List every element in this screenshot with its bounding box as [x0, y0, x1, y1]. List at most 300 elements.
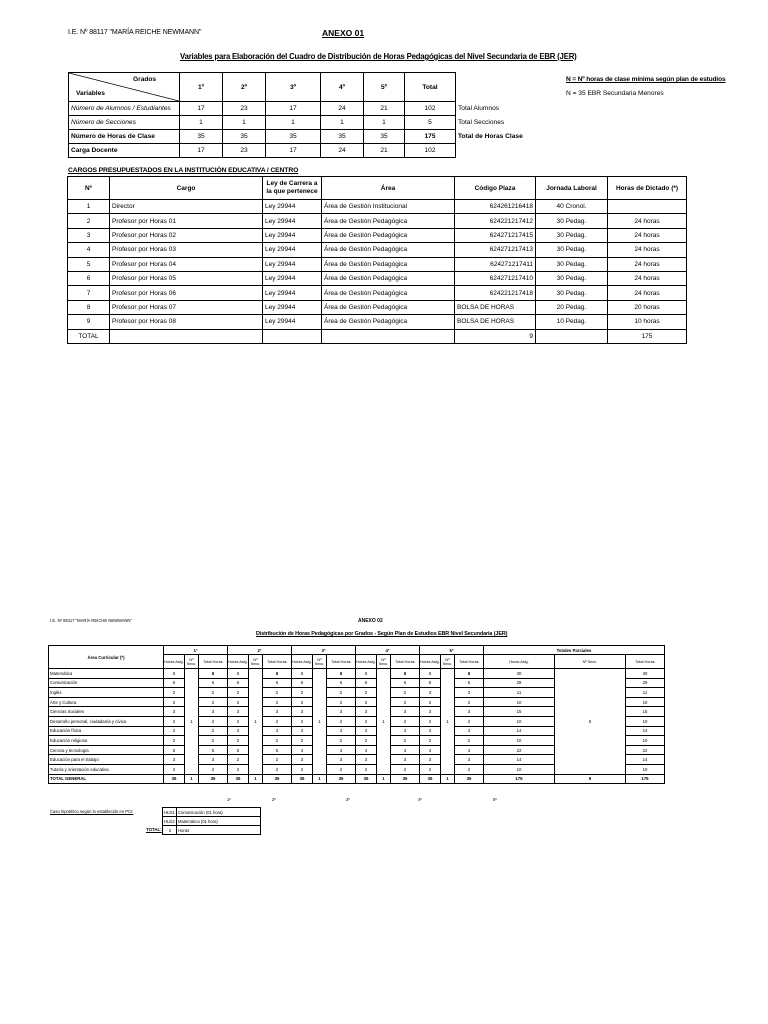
table-cell: 3 [292, 755, 313, 765]
table-cell: 2 [420, 736, 441, 746]
table-cell: 4 [391, 745, 420, 755]
table-cell: 2 [327, 764, 356, 774]
col-header: Horas de Dictado (*) [608, 177, 687, 200]
sections-cell: 1 [185, 669, 199, 775]
table-cell: 22 [626, 745, 665, 755]
table-cell: 5 [455, 678, 484, 688]
table-cell: 3 [199, 755, 228, 765]
table-cell: 2 [199, 726, 228, 736]
cell: 17 [266, 144, 321, 158]
table-cell: Profesor por Horas 04 [110, 257, 263, 271]
table-cell: 2 [356, 697, 377, 707]
table-cell: 5 [199, 745, 228, 755]
table-cell: Profesor por Horas 06 [110, 286, 263, 300]
area-name: Inglés [49, 688, 164, 698]
table-cell: Ley 29944 [263, 228, 322, 242]
cell: 35 [266, 130, 321, 144]
annex-title-2: Distribución de Horas Pedagógicas por Grados - Según Plan de Estudios EBR Nivel Secundaria (JER) [256, 631, 508, 637]
table-row [68, 257, 687, 271]
table-cell: BOLSA DE HORAS [455, 315, 536, 329]
table-cell: Profesor por Horas 01 [110, 214, 263, 228]
table-cell: Profesor por Horas 07 [110, 300, 263, 314]
table-cell: 6 [391, 678, 420, 688]
sub-header: Total Horas [626, 655, 665, 669]
table-cell: 2 [199, 764, 228, 774]
table-cell: 6 [292, 669, 313, 679]
cell: 21 [364, 144, 405, 158]
sub-header: Nº Secc. [313, 655, 327, 669]
table-cell: 3 [164, 707, 185, 717]
table-cell: 2 [199, 688, 228, 698]
cell: 1 [321, 116, 364, 130]
table-cell: 6 [455, 669, 484, 679]
table-cell: 624271217410 [455, 271, 536, 285]
table-cell: 2 [391, 736, 420, 746]
table-cell: Profesor por Horas 08 [110, 315, 263, 329]
table-cell: 2 [228, 697, 249, 707]
table-cell: Área de Gestión Pedagógica [322, 228, 455, 242]
table-cell: 30 [626, 669, 665, 679]
table-cell: 3 [420, 688, 441, 698]
total-cell: 35 [455, 774, 484, 784]
table-cell: 2 [356, 764, 377, 774]
table-cell: 4 [68, 243, 110, 257]
table-cell: 14 [484, 755, 555, 765]
sections-cell: 1 [249, 669, 263, 775]
table-cell: 4 [292, 745, 313, 755]
table-cell: Área de Gestión Pedagógica [322, 257, 455, 271]
sub-header: Nº Secc. [377, 655, 391, 669]
table-row [68, 315, 687, 329]
table-cell: 10 [484, 736, 555, 746]
table-cell: Profesor por Horas 03 [110, 243, 263, 257]
table-cell: 2 [164, 697, 185, 707]
table-cell: 30 Pedag. [536, 228, 608, 242]
table-cell: 6 [164, 678, 185, 688]
table-cell: 2 [356, 736, 377, 746]
row-note: Total de Horas Clase [458, 133, 523, 140]
sections-cell: 1 [313, 669, 327, 775]
table-cell: Área de Gestión Pedagógica [322, 271, 455, 285]
table-cell: BOLSA DE HORAS [455, 300, 536, 314]
grade-header: 1º [180, 73, 223, 102]
sections-cell: 1 [441, 669, 455, 775]
table-cell: 5 [263, 745, 292, 755]
table-cell: 2 [199, 736, 228, 746]
n-note: N = Nº horas de clase mínima según plan de estudios [566, 76, 726, 83]
table-cell: 20 horas [608, 300, 687, 314]
table-cell: 3 [356, 755, 377, 765]
hld-code: HLD2 [164, 818, 175, 824]
total-label-2: TOTAL: [146, 827, 162, 832]
table-cell: 4 [327, 745, 356, 755]
table-cell: Área de Gestión Pedagógica [322, 315, 455, 329]
table-cell: 14 [484, 726, 555, 736]
table-cell: 2 [68, 214, 110, 228]
table-cell: 3 [228, 726, 249, 736]
total-cell: 35 [263, 774, 292, 784]
sub-header: Horas Asig. [356, 655, 377, 669]
table-cell: 8 [68, 300, 110, 314]
table-cell: 6 [356, 669, 377, 679]
table-cell: 24 horas [608, 257, 687, 271]
total-header: Total [405, 73, 456, 102]
table-cell: 2 [455, 736, 484, 746]
cell: 17 [180, 102, 223, 116]
area-name: Educación religiosa [49, 736, 164, 746]
n-value: N = 35 EBR Secundaria Menores [566, 90, 664, 97]
grade-footer: 5º [493, 797, 497, 802]
grade-footer: 1º [227, 797, 231, 802]
table-cell: 11 [484, 688, 555, 698]
table-cell: 624271217411 [455, 257, 536, 271]
table-cell: 2 [263, 688, 292, 698]
table-cell: 2 [455, 764, 484, 774]
col-header: Jornada Laboral [536, 177, 608, 200]
sub-header: Horas Asig. [292, 655, 313, 669]
table-cell: 2 [327, 716, 356, 726]
table-row [68, 200, 687, 214]
sub-header: Total Horas [199, 655, 228, 669]
grade-header: 3º [266, 73, 321, 102]
row-label: Carga Docente [69, 144, 180, 158]
table-cell: 3 [420, 755, 441, 765]
table-cell: 6 [420, 669, 441, 679]
table-cell: 2 [455, 697, 484, 707]
hld-code: HLD1 [164, 809, 175, 815]
col-header: Ley de Carrera a la que pertenece [263, 177, 322, 200]
cell: 35 [364, 130, 405, 144]
grade-header: 3º [292, 646, 356, 655]
table-cell: 2 [164, 688, 185, 698]
table-cell: 2 [420, 764, 441, 774]
table-cell: 6 [292, 678, 313, 688]
table-row [69, 102, 549, 116]
table-cell: Área de Gestión Pedagógica [322, 300, 455, 314]
sub-header: Total Horas [455, 655, 484, 669]
cell: 24 [321, 144, 364, 158]
table-cell: 3 [68, 228, 110, 242]
total-cell: 1 [377, 774, 391, 784]
row-label: Número de Secciones [69, 116, 180, 130]
table-cell: 2 [327, 736, 356, 746]
table-cell: 6 [327, 669, 356, 679]
cargos-table [67, 176, 687, 344]
grade-header: 2º [228, 646, 292, 655]
grade-header: 4º [321, 73, 364, 102]
cell: 35 [321, 130, 364, 144]
table-cell: 30 Pedag. [536, 243, 608, 257]
cell: 21 [364, 102, 405, 116]
table-row [49, 669, 665, 679]
total-count: 9 [455, 329, 536, 343]
table-cell: 10 [484, 716, 555, 726]
area-header: Área Curricular (*) [49, 646, 164, 669]
sub-header: Nº Secc. [249, 655, 263, 669]
cell: 24 [321, 102, 364, 116]
sections-total-cell: 5 [555, 669, 626, 775]
table-cell: 624271217413 [455, 243, 536, 257]
table-cell: 2 [391, 716, 420, 726]
table-cell: Área de Gestión Pedagógica [322, 243, 455, 257]
cell: 1 [266, 116, 321, 130]
table-cell: 10 horas [608, 315, 687, 329]
table-row [68, 214, 687, 228]
total-cell: 35 [327, 774, 356, 784]
table-cell: 2 [164, 764, 185, 774]
table-cell: 2 [263, 764, 292, 774]
table-cell: 1 [68, 200, 110, 214]
cell: 175 [405, 130, 456, 144]
area-name: Ciencias Sociales [49, 707, 164, 717]
col-header: Nº [68, 177, 110, 200]
table-cell: 10 [626, 697, 665, 707]
table-cell: 2 [356, 716, 377, 726]
table-cell: 3 [263, 726, 292, 736]
col-header: Código Plaza [455, 177, 536, 200]
table-cell: 2 [292, 716, 313, 726]
school-name: I.E. Nº 88117 "MARÍA REICHE NEWMANN" [68, 29, 202, 36]
table-cell: 6 [263, 678, 292, 688]
table-cell: Ley 29944 [263, 271, 322, 285]
area-name: Matemática [49, 669, 164, 679]
cell: 1 [223, 116, 266, 130]
total-hours: 175 [608, 329, 687, 343]
table-cell: Área de Gestión Pedagógica [322, 214, 455, 228]
grade-header: 5º [420, 646, 484, 655]
total-row [68, 329, 687, 343]
table-cell: 14 [626, 726, 665, 736]
distribution-table [48, 645, 665, 784]
cell: 5 [405, 116, 456, 130]
sub-header: Total Horas [263, 655, 292, 669]
table-row [69, 116, 549, 130]
total-cell: 175 [484, 774, 555, 784]
table-cell: 3 [420, 726, 441, 736]
table-cell: 2 [292, 764, 313, 774]
table-cell: 10 [626, 716, 665, 726]
table-cell: 4 [455, 745, 484, 755]
area-name: Tutoría y orientación educativa [49, 764, 164, 774]
caso-label: Caso hipotético según lo establecido en PCI: [50, 809, 134, 814]
total-cell: 1 [313, 774, 327, 784]
table-cell: 20 Pedag. [536, 300, 608, 314]
total-cell: 1 [249, 774, 263, 784]
table-cell: 2 [228, 736, 249, 746]
total-row [49, 774, 665, 784]
table-cell: 2 [263, 736, 292, 746]
table-cell: 11 [626, 688, 665, 698]
table-cell: 10 Pedag. [536, 315, 608, 329]
table-cell: 5 [420, 678, 441, 688]
table-cell: 6 [327, 678, 356, 688]
variables-label: Variables [76, 90, 105, 97]
table-cell: 2 [263, 716, 292, 726]
table-cell: 624221217418 [455, 286, 536, 300]
total-label: TOTAL [68, 329, 110, 343]
totals-header: Totales Parciales [484, 646, 665, 655]
total-cell: 35 [228, 774, 249, 784]
table-cell: 29 [484, 678, 555, 688]
cell: 23 [223, 144, 266, 158]
cell: 102 [405, 102, 456, 116]
table-cell [608, 200, 687, 214]
table-cell: 5 [228, 745, 249, 755]
table-row [68, 243, 687, 257]
table-cell: 22 [484, 745, 555, 755]
table-cell: 3 [228, 707, 249, 717]
sub-header: Nº Secc. [441, 655, 455, 669]
row-note [456, 144, 549, 158]
table-cell: 624261216418 [455, 200, 536, 214]
table-cell: 2 [228, 764, 249, 774]
total-cell: 35 [356, 774, 377, 784]
table-cell: 2 [420, 697, 441, 707]
table-row [68, 271, 687, 285]
table-cell: Área de Gestión Institucional [322, 200, 455, 214]
total-cell: 1 [185, 774, 199, 784]
table-cell: 3 [292, 707, 313, 717]
table-cell: 15 [484, 707, 555, 717]
col-header: Cargo [110, 177, 263, 200]
grade-footer: 2º [272, 797, 276, 802]
cell: 35 [223, 130, 266, 144]
table-cell: 3 [292, 726, 313, 736]
table-cell: 6 [263, 669, 292, 679]
diagonal-header-cell [69, 73, 180, 102]
cell: 1 [180, 116, 223, 130]
table-cell: 3 [164, 755, 185, 765]
sub-header: Horas Asig. [420, 655, 441, 669]
table-cell: 5 [164, 745, 185, 755]
table-cell: 10 [626, 736, 665, 746]
table-cell: Ley 29944 [263, 243, 322, 257]
sub-header: Total Horas [327, 655, 356, 669]
cell: 17 [266, 102, 321, 116]
table-cell: 2 [292, 697, 313, 707]
area-name: Educación física [49, 726, 164, 736]
table-cell: 6 [228, 678, 249, 688]
table-cell: Ley 29944 [263, 257, 322, 271]
sub-header: Horas Asig. [164, 655, 185, 669]
grades-label: Grados [133, 76, 157, 83]
table-cell: 2 [228, 688, 249, 698]
table-cell: 2 [356, 688, 377, 698]
grade-footer: 4º [418, 797, 422, 802]
row-label: Número de Alumnos / Estudiantes [69, 102, 180, 116]
table-cell: 2 [391, 764, 420, 774]
table-cell: 40 Cronol. [536, 200, 608, 214]
table-cell: 24 horas [608, 214, 687, 228]
table-cell: 2 [420, 716, 441, 726]
table-cell: Ley 29944 [263, 300, 322, 314]
area-name: Arte y Cultura [49, 697, 164, 707]
school-name-2: I.E. Nº 88117 "MARÍA REICHE NEWMANN" [50, 618, 132, 623]
table-cell: 3 [356, 707, 377, 717]
area-name: Ciencia y tecnología [49, 745, 164, 755]
table-cell: 6 [199, 678, 228, 688]
table-cell: 624271217415 [455, 228, 536, 242]
total-cell: 35 [292, 774, 313, 784]
variables-table [68, 72, 549, 158]
table-cell: 30 [484, 669, 555, 679]
total-cell: 35 [199, 774, 228, 784]
table-cell: 24 horas [608, 286, 687, 300]
table-cell: 3 [455, 707, 484, 717]
table-cell: 6 [356, 678, 377, 688]
col-header: Área [322, 177, 455, 200]
cell: 102 [405, 144, 456, 158]
table-cell: Director [110, 200, 263, 214]
table-cell: 2 [199, 716, 228, 726]
table-cell: Ley 29944 [263, 286, 322, 300]
table-cell: 6 [391, 669, 420, 679]
table-cell: 14 [626, 755, 665, 765]
row-label: Número de Horas de Clase [69, 130, 180, 144]
sub-header: Nº Secc. [555, 655, 626, 669]
cell: 23 [223, 102, 266, 116]
grade-footer: 3º [346, 797, 350, 802]
table-cell: 3 [327, 755, 356, 765]
table-cell: 6 [68, 271, 110, 285]
annex-label: ANEXO 01 [322, 28, 365, 38]
table-cell: 6 [164, 669, 185, 679]
total-cell: 175 [626, 774, 665, 784]
total-cell: 5 [555, 774, 626, 784]
table-cell: 3 [356, 726, 377, 736]
cargos-title: CARGOS PRESUPUESTADOS EN LA INSTITUCIÓN EDUCATIVA / CENTRO [68, 167, 299, 174]
table-cell: 2 [164, 726, 185, 736]
table-cell: 2 [263, 755, 292, 765]
table-cell: 2 [263, 697, 292, 707]
table-row [69, 144, 549, 158]
table-cell: 3 [455, 688, 484, 698]
sub-header: Nº Secc. [185, 655, 199, 669]
area-name: Educación para el trabajo [49, 755, 164, 765]
total-cell: 35 [391, 774, 420, 784]
sub-header: Total Horas [391, 655, 420, 669]
row-note: Total Alumnos [458, 105, 500, 112]
table-cell: 2 [164, 736, 185, 746]
table-cell: 6 [199, 669, 228, 679]
hld-desc: Horas [177, 826, 261, 835]
area-name: Desarrollo personal, ciudadanía y cívica [49, 716, 164, 726]
table-cell: 10 [484, 764, 555, 774]
table-cell: 3 [391, 755, 420, 765]
table-cell: 2 [292, 736, 313, 746]
table-cell: 2 [164, 716, 185, 726]
table-cell: 30 Pedag. [536, 257, 608, 271]
table-cell: 30 Pedag. [536, 271, 608, 285]
table-row [68, 286, 687, 300]
table-cell: 29 [626, 678, 665, 688]
table-cell: 3 [327, 726, 356, 736]
hld-desc: Comunicación (01 hora) [177, 808, 261, 817]
table-cell: 3 [199, 707, 228, 717]
grade-header: 5º [364, 73, 405, 102]
total-cell: 35 [164, 774, 185, 784]
table-cell: 4 [420, 745, 441, 755]
table-cell: 24 horas [608, 228, 687, 242]
hld-desc: Matemática (01 hora) [177, 817, 261, 826]
table-cell: 3 [263, 707, 292, 717]
hld-code: 2 [163, 826, 177, 835]
table-cell: Profesor por Horas 02 [110, 228, 263, 242]
table-row [68, 300, 687, 314]
table-cell: 4 [356, 745, 377, 755]
total-label: TOTAL GENERAL [49, 774, 164, 784]
table-cell: 2 [455, 716, 484, 726]
